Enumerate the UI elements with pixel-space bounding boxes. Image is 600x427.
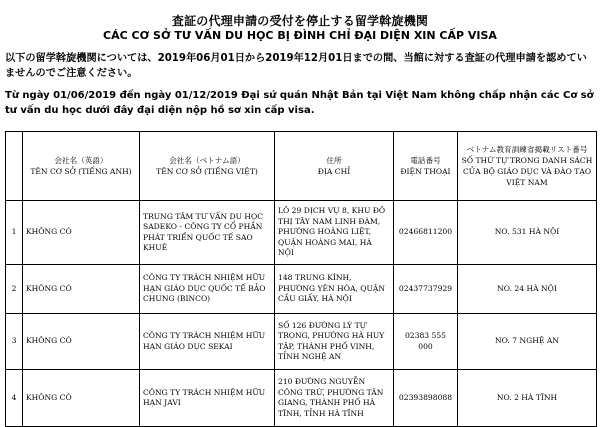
header-number bbox=[6, 132, 23, 201]
notice-japanese: 以下の留学斡旋機関については、2019年06月01日から2019年12月01日までの間、当館に対する査証の代理申請を認めていませんのでご注意ください。 bbox=[5, 53, 587, 79]
row-name-vietnamese: CÔNG TY TRÁCH NHIỆM HỮU HẠN GIÁO DỤC SEKAI bbox=[140, 314, 275, 370]
header-name-english-vn: TÊN CƠ SỞ (TIẾNG ANH) bbox=[30, 167, 132, 176]
header-moet-jp: ベトナム教育訓練省掲載リスト番号 bbox=[466, 145, 588, 154]
row-number: 1 bbox=[6, 201, 23, 265]
row-address: 210 ĐƯỜNG NGUYỄN CÔNG TRỨ, PHƯỜNG TÂN GIANG, THÀNH PHỐ HÀ TĨNH, TỈNH HÀ TĨNH bbox=[275, 370, 394, 427]
row-phone: 02383 555 000 bbox=[394, 314, 458, 370]
header-moet-vn: SỐ THỨ TỰ TRONG DANH SÁCH CỦA BỘ GIÁO DỤC VÀ ĐÀO TẠO VIỆT NAM bbox=[461, 156, 593, 187]
title-vietnamese: CÁC CƠ SỞ TƯ VẤN DU HỌC BỊ ĐÌNH CHỈ ĐẠI DIỆN XIN CẤP VISA bbox=[103, 29, 497, 42]
suspended-agencies-table bbox=[5, 131, 597, 427]
row-number: 4 bbox=[6, 370, 23, 427]
header-name-vietnamese-vn: TÊN CƠ SỞ (TIẾNG VIỆT) bbox=[156, 167, 258, 176]
row-phone: 02437737929 bbox=[394, 265, 458, 314]
header-name-english bbox=[23, 132, 140, 201]
row-name-vietnamese: CÔNG TY TRÁCH NHIỆM HỮU HẠN JAVI bbox=[140, 370, 275, 427]
row-name-english: KHÔNG CÓ bbox=[23, 201, 140, 265]
row-moet-number: NO. 24 HÀ NỘI bbox=[458, 265, 597, 314]
row-phone: 02393898088 bbox=[394, 370, 458, 427]
row-moet-number: NO. 2 HÀ TĨNH bbox=[458, 370, 597, 427]
title-japanese: 査証の代理申請の受付を停止する留学斡旋機関 bbox=[171, 14, 429, 28]
table-row bbox=[6, 314, 597, 370]
header-address-jp: 住所 bbox=[326, 156, 342, 165]
row-address: LÔ 29 DỊCH VỤ 8, KHU ĐÔ THỊ TÂY NAM LINH ĐÀM, PHƯỜNG HOÀNG LIỆT, QUẬN HOÀNG MAI, HÀ NỘI bbox=[275, 201, 394, 265]
header-name-english-jp: 会社名（英語） bbox=[54, 156, 108, 165]
table-row bbox=[6, 201, 597, 265]
row-name-vietnamese: CÔNG TY TRÁCH NHIỆM HỮU HẠN GIÁO DỤC QUỐC TẾ BẢO CHUNG (BINCO) bbox=[140, 265, 275, 314]
row-moet-number: NO. 531 HÀ NỘI bbox=[458, 201, 597, 265]
header-address-vn: ĐỊA CHỈ bbox=[317, 167, 351, 176]
row-name-vietnamese: TRUNG TÂM TƯ VẤN DU HỌC SADEKO - CÔNG TY CỔ PHẦN PHÁT TRIỂN QUỐC TẾ SAO KHUÊ bbox=[140, 201, 275, 265]
row-address: 148 TRUNG KÍNH, PHƯỜNG YÊN HÒA, QUẬN CẦU GIẤY, HÀ NỘI bbox=[275, 265, 394, 314]
row-number: 2 bbox=[6, 265, 23, 314]
notice-vietnamese: Từ ngày 01/06/2019 đến ngày 01/12/2019 Đại sứ quán Nhật Bản tại Việt Nam không chấp nhận các Cơ sở tư vấn du học dưới đây đại diện nộp hồ sơ xin cấp visa. bbox=[5, 90, 594, 116]
row-address: SỐ 126 ĐƯỜNG LÝ TỰ TRỌNG, PHƯỜNG HÀ HUY TẬP, THÀNH PHỐ VINH, TỈNH NGHỆ AN bbox=[275, 314, 394, 370]
header-phone-vn: ĐIỆN THOẠI bbox=[400, 167, 451, 176]
row-name-english: KHÔNG CÓ bbox=[23, 314, 140, 370]
header-moet-number bbox=[458, 132, 597, 201]
header-name-vietnamese bbox=[140, 132, 275, 201]
header-address bbox=[275, 132, 394, 201]
table-row bbox=[6, 265, 597, 314]
table-header-row bbox=[6, 132, 597, 201]
row-name-english: KHÔNG CÓ bbox=[23, 370, 140, 427]
row-moet-number: NO. 7 NGHỆ AN bbox=[458, 314, 597, 370]
table-row bbox=[6, 370, 597, 427]
header-name-vietnamese-jp: 会社名（ベトナム語） bbox=[169, 156, 245, 165]
row-number: 3 bbox=[6, 314, 23, 370]
row-name-english: KHÔNG CÓ bbox=[23, 265, 140, 314]
row-phone: 02466811200 bbox=[394, 201, 458, 265]
header-phone-jp: 電話番号 bbox=[410, 156, 441, 165]
header-phone bbox=[394, 132, 458, 201]
